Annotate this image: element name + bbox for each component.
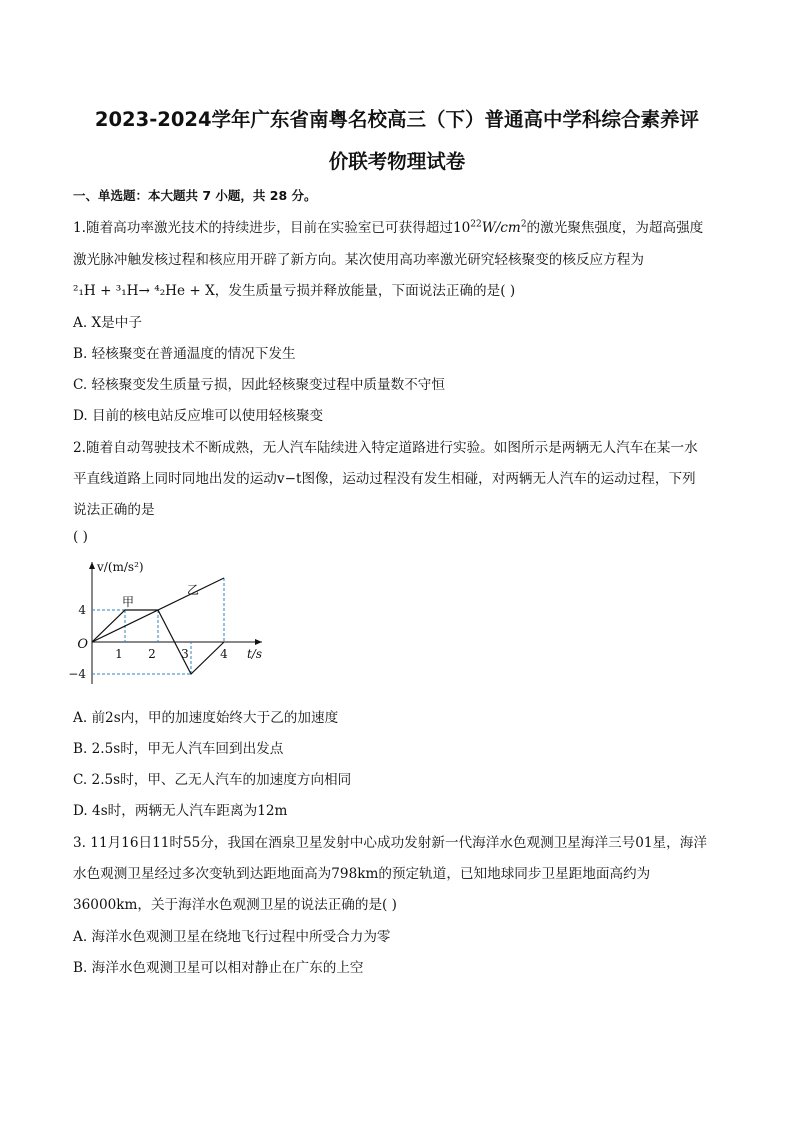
y-axis-arrow <box>89 562 95 569</box>
question-1-line-1 <box>73 216 703 236</box>
q2-option-a: A. 前2s内，甲的加速度始终大于乙的加速度 <box>73 710 339 726</box>
q1-option-a: A. X是中子 <box>73 315 142 331</box>
q1-unit: W/cm <box>481 220 521 236</box>
question-2-line-1: 2.随着自动驾驶技术不断成熟，无人汽车陆续进入特定道路进行实验。如图所示是两辆无人汽车在某一水 <box>73 440 698 456</box>
vt-chart <box>68 556 282 696</box>
q2-option-d: D. 4s时，两辆无人汽车距离为12m <box>73 803 288 819</box>
series-yi-label: 乙 <box>186 583 200 597</box>
question-2-bracket: ( ) <box>73 529 88 545</box>
y-tick-4: 4 <box>78 603 86 617</box>
q1-sup-2: 2 <box>520 219 527 230</box>
q1-sup-exp: 22 <box>470 219 482 230</box>
q1-option-c: C. 轻核聚变发生质量亏损，因此轻核聚变过程中质量数不守恒 <box>73 377 445 393</box>
x-axis-arrow <box>255 639 262 645</box>
q3-option-a: A. 海洋水色观测卫星在绕地飞行过程中所受合力为零 <box>73 929 391 945</box>
x-axis-label: t/s <box>246 647 262 661</box>
chart-root <box>68 560 262 684</box>
exam-title-line2: 价联考物理试卷 <box>328 150 466 173</box>
q1-option-b: B. 轻核聚变在普通温度的情况下发生 <box>73 346 296 362</box>
question-2-line-3: 说法正确的是 <box>73 502 155 518</box>
x-tick-2: 2 <box>148 647 156 661</box>
y-tick-neg4: −4 <box>68 667 86 681</box>
y-axis-label: v/(m/s²) <box>97 560 144 574</box>
origin-label: O <box>77 637 88 652</box>
q1-text-b: 的激光聚焦强度，为超高强度 <box>526 220 704 236</box>
question-1-line-3: ²₁H + ³₁H→ ⁴₂He + X，发生质量亏损并释放能量，下面说法正确的是( ) <box>73 283 516 299</box>
exam-title-line1: 2023-2024学年广东省南粤名校高三（下）普通高中学科综合素养评 <box>94 108 700 131</box>
question-3-line-1: 3. 11月16日11时55分，我国在酒泉卫星发射中心成功发射新一代海洋水色观测卫星海洋三号01星，海洋 <box>73 835 707 851</box>
question-3-line-3: 36000km，关于海洋水色观测卫星的说法正确的是( ) <box>73 897 397 913</box>
q1-text-a: 1.随着高功率激光技术的持续进步，目前在实验室已可获得超过10 <box>73 220 471 236</box>
q1-option-d: D. 目前的核电站反应堆可以使用轻核聚变 <box>73 408 324 424</box>
series-jia-label: 甲 <box>121 595 135 609</box>
x-tick-4: 4 <box>220 647 228 661</box>
x-tick-1: 1 <box>115 647 123 661</box>
question-3-line-2: 水色观测卫星经过多次变轨到达距地面高为798km的预定轨道，已知地球同步卫星距地面高约为 <box>73 866 651 882</box>
question-1-line-2: 激光脉冲触发核过程和核应用开辟了新方向。某次使用高功率激光研究轻核聚变的核反应方程为 <box>73 252 644 268</box>
q3-option-b: B. 海洋水色观测卫星可以相对静止在广东的上空 <box>73 960 364 976</box>
question-2-line-2: 平直线道路上同时同地出发的运动v−t图像，运动过程没有发生相碰，对两辆无人汽车的运动过程，下列 <box>73 471 696 487</box>
x-tick-3: 3 <box>181 647 189 661</box>
section-heading: 一、单选题：本大题共 7 小题，共 28 分。 <box>73 188 317 203</box>
q2-option-c: C. 2.5s时，甲、乙无人汽车的加速度方向相同 <box>73 772 352 788</box>
q2-option-b: B. 2.5s时，甲无人汽车回到出发点 <box>73 741 284 757</box>
